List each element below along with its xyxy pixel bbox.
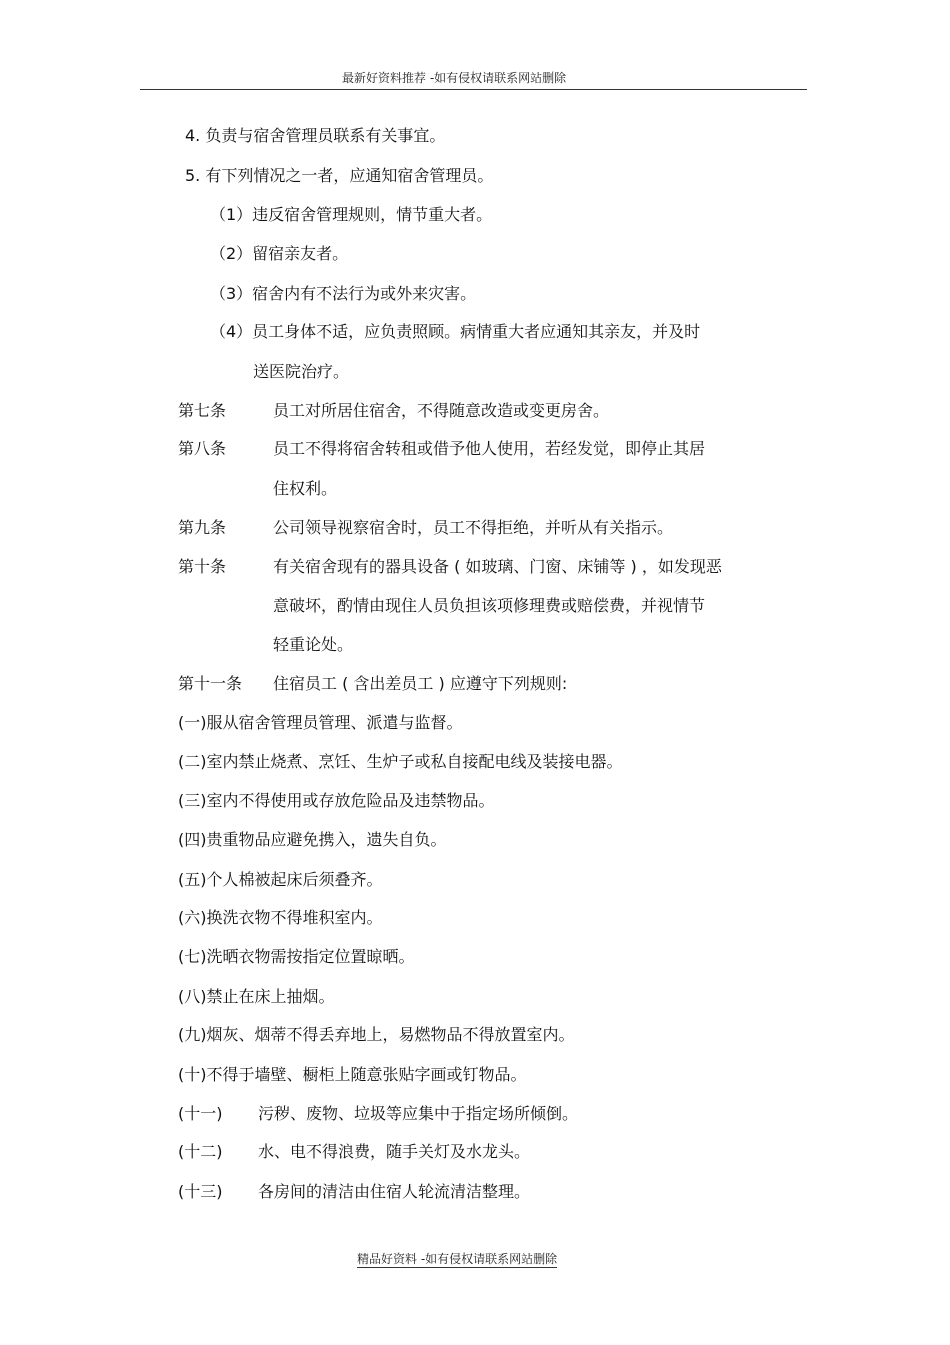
sub-item-3: （3）宿舍内有不法行为或外来灾害。: [210, 284, 477, 303]
rule-text: 禁止在床上抽烟。: [206, 987, 335, 1006]
item-4: 4. 负责与宿舍管理员联系有关事宜。: [185, 126, 446, 145]
rule-text: 不得于墙壁、橱柜上随意张贴字画或钉物品。: [206, 1065, 527, 1084]
rule-label: (八): [178, 987, 207, 1006]
article-10-text-line-3: 轻重论处。: [273, 635, 354, 654]
rule-text: 贵重物品应避免携入，遗失自负。: [206, 830, 447, 849]
rule-item: [178, 830, 447, 850]
rule-item: [178, 1025, 575, 1045]
article-10-text-line-2: 意破坏，酌情由现住人员负担该项修理费或赔偿费，并视情节: [273, 596, 706, 615]
rule-text: 室内不得使用或存放危险品及违禁物品。: [206, 791, 495, 810]
rule-label: (二): [178, 752, 207, 771]
rule-item: [178, 987, 335, 1007]
article-8-text-line-2: 住权利。: [273, 479, 338, 498]
rule-item-text: 各房间的清洁由住宿人轮流清洁整理。: [258, 1182, 531, 1201]
rule-text: 洗晒衣物需按指定位置晾晒。: [206, 947, 415, 966]
article-9-label: 第九条: [178, 518, 227, 537]
footer-text: 精品好资料 -如有侵权请联系网站删除: [357, 1252, 558, 1266]
header-text: 最新好资料推荐 -如有侵权请联系网站删除: [342, 71, 567, 85]
rule-label: (四): [178, 830, 207, 849]
rule-item: [178, 1065, 527, 1085]
header-rule: [140, 89, 807, 90]
sub-item-2: （2）留宿亲友者。: [210, 244, 349, 263]
rule-text: 服从宿舍管理员管理、派遣与监督。: [206, 713, 463, 732]
rule-item-text: 污秽、废物、垃圾等应集中于指定场所倾倒。: [258, 1104, 579, 1123]
rule-item: [178, 870, 383, 890]
rule-label: (七): [178, 947, 207, 966]
article-11-label: 第十一条: [178, 674, 243, 693]
article-7-text: 员工对所居住宿舍，不得随意改造或变更房舍。: [273, 401, 610, 420]
rule-item: [178, 791, 495, 811]
rule-item: [178, 947, 415, 967]
rule-item: [178, 752, 623, 772]
rule-label: (五): [178, 870, 207, 889]
rule-item-label: (十一): [178, 1104, 223, 1123]
rule-text: 换洗衣物不得堆积室内。: [206, 908, 383, 927]
sub-item-1: （1）违反宿舍管理规则，情节重大者。: [210, 205, 493, 224]
rule-item: [178, 908, 383, 928]
rule-text: 室内禁止烧煮、烹饪、生炉子或私自接配电线及装接电器。: [206, 752, 623, 771]
rule-item-label: (十二): [178, 1142, 223, 1161]
sub-item-4-line-2: 送医院治疗。: [253, 362, 350, 381]
rule-label: (三): [178, 791, 207, 810]
rule-item: [178, 713, 463, 733]
article-7-label: 第七条: [178, 401, 227, 420]
article-8-text-line-1: 员工不得将宿舍转租或借予他人使用，若经发觉，即停止其居: [273, 439, 706, 458]
article-10-label: 第十条: [178, 557, 227, 576]
rule-item-label: (十三): [178, 1182, 223, 1201]
rule-label: (九): [178, 1025, 207, 1044]
article-8-label: 第八条: [178, 439, 227, 458]
sub-item-4-line-1: （4）员工身体不适，应负责照顾。病情重大者应通知其亲友，并及时: [210, 322, 701, 341]
rule-label: (一): [178, 713, 207, 732]
article-9-text: 公司领导视察宿舍时，员工不得拒绝，并听从有关指示。: [273, 518, 674, 537]
item-5: 5. 有下列情况之一者，应通知宿舍管理员。: [185, 166, 494, 185]
rule-label: (六): [178, 908, 207, 927]
rule-text: 个人棉被起床后须叠齐。: [206, 870, 383, 889]
rule-text: 烟灰、烟蒂不得丢弃地上，易燃物品不得放置室内。: [206, 1025, 575, 1044]
rule-label: (十): [178, 1065, 207, 1084]
article-10-text-line-1: 有关宿舍现有的器具设备 ( 如玻璃、门窗、床铺等 ) ，如发现恶: [273, 557, 722, 576]
article-11-text: 住宿员工 ( 含出差员工 ) 应遵守下列规则:: [273, 674, 568, 693]
rule-item-text: 水、电不得浪费，随手关灯及水龙头。: [258, 1142, 531, 1161]
